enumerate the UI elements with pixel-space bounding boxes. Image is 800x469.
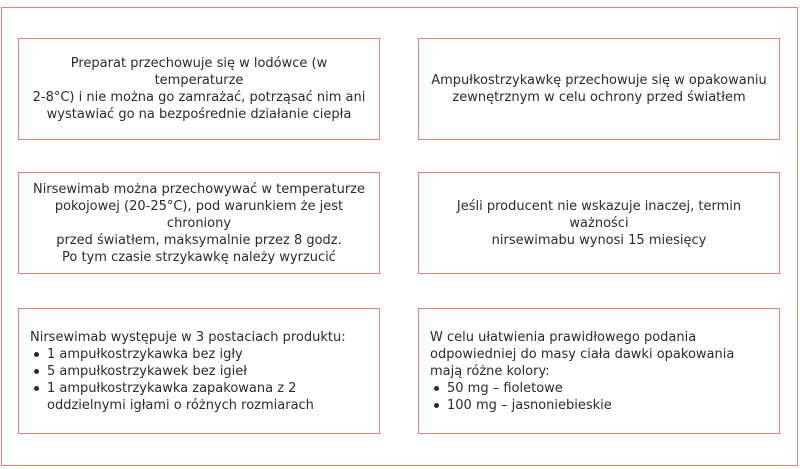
text-line: Nirsewimab można przechowywać w temperaturze [32,181,366,197]
list-intro: Nirsewimab występuje w 3 postaciach produktu: [30,329,346,345]
card-expiry [418,172,780,274]
list-item: 1 ampułkostrzykawka zapakowana z 2 oddzielnymi igłami o różnych rozmiarach [30,380,369,414]
text-line: zewnętrznym w celu ochrony przed światłem [452,90,746,105]
text-line: pokojowej (20-25°C), pod warunkiem że jest chroniony [54,198,344,231]
card-text [19,181,379,266]
list-item: 100 mg – jasnoniebieskie [430,397,769,414]
text-line: Jeśli producent nie wskazuje inaczej, termin ważności [456,198,742,231]
text-line: wystawiać go na bezpośrednie działanie ciepła [46,107,352,122]
list-item: 50 mg – fioletowe [430,380,769,397]
text-line: Preparat przechowuje się w lodówce (w temperaturze [70,56,328,88]
text-line: nirsewimabu wynosi 15 miesięcy [491,232,707,248]
card-text [19,55,379,123]
card-text [419,329,779,414]
list-item: 5 ampułkostrzykawek bez igieł [30,363,369,380]
bullet-list [430,380,769,414]
text-line: przed światłem, maksymalnie przez 8 godz. [56,232,342,248]
bullet-list [30,346,369,414]
card-storage-fridge [18,38,380,140]
card-text [419,72,779,106]
card-light-protection [418,38,780,140]
card-text [419,198,779,249]
list-intro: W celu ułatwienia prawidłowego podania odpowiedniej do masy ciała dawki opakowania mają różne kolory: [430,329,735,379]
text-line: Po tym czasie strzykawkę należy wyrzucić [62,249,336,265]
text-line: Ampułkostrzykawkę przechowuje się w opakowaniu [431,73,767,88]
card-text [19,329,379,414]
list-item: 1 ampułkostrzykawka bez igły [30,346,369,363]
card-product-forms [18,308,380,434]
card-room-temperature [18,172,380,274]
card-package-colors [418,308,780,434]
text-line: 2-8°C) i nie można go zamrażać, potrząsać nim ani [32,90,366,105]
